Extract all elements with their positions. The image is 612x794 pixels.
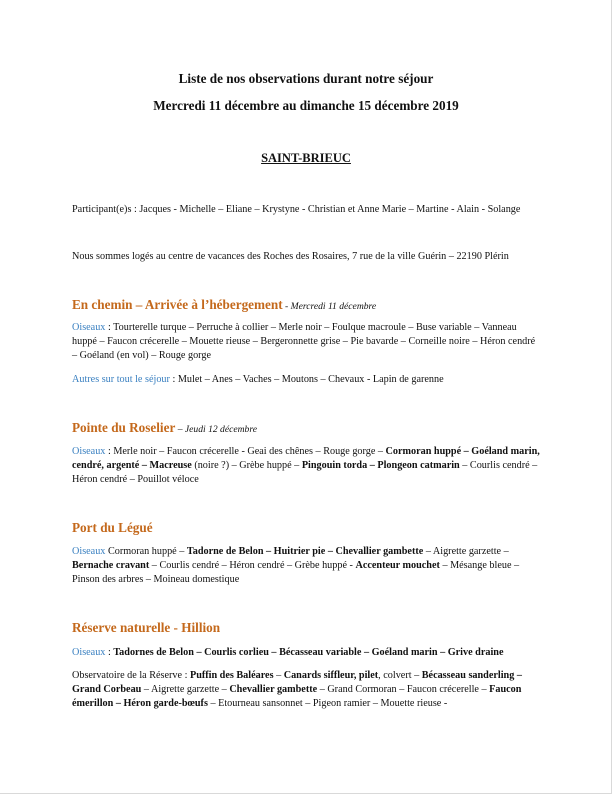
- section-title: Réserve naturelle - Hillion: [72, 620, 221, 635]
- document-dates: Mercredi 11 décembre au dimanche 15 décembre 2019: [153, 98, 459, 113]
- document-title: Liste de nos observations durant notre séjour: [178, 71, 434, 86]
- section-heading-port-du-legue: [72, 520, 552, 536]
- bird-text: : Merle noir – Faucon crécerelle - Geai des chênes – Rouge gorge –: [105, 446, 386, 457]
- section-en-chemin-birds: [72, 321, 542, 363]
- section-heading-en-chemin: [72, 297, 552, 315]
- bird-text: – Courlis cendré – Héron cendré – Grèbe huppé -: [149, 560, 356, 571]
- bird-highlight: Pingouin torda – Plongeon catmarin: [301, 460, 460, 471]
- bird-list: : Tourterelle turque – Perruche à collier – Merle noir – Foulque macroule – Buse variable – Vanneau huppé – Faucon crécerelle – Mouette rieuse – Bergeronnette grise – Pie bavarde – Corneille noire – Héron cendré – Goéland (en vol) – Rouge gorge: [72, 322, 536, 361]
- section-date: - Mercredi 11 décembre: [282, 301, 377, 312]
- bird-highlight: Cormoran huppé – Goéland marin, cendré, argenté – Macreuse: [72, 446, 540, 471]
- section-title: En chemin – Arrivée à l’hébergement: [72, 297, 283, 312]
- oiseaux-label: Oiseaux: [72, 546, 106, 557]
- animal-list: : Mulet – Anes – Vaches – Moutons – Chevaux - Lapin de garenne: [169, 374, 444, 385]
- section-roselier-birds: [72, 445, 542, 487]
- participants-line: Participant(e)s : Jacques - Michelle – Eliane – Krystyne - Christian et Anne Marie – Martine - Alain - Solange: [72, 204, 521, 215]
- bird-highlight: Tadorne de Belon – Huitrier pie – Chevallier gambette: [186, 546, 424, 557]
- bird-highlight: Bernache cravant: [72, 560, 150, 571]
- bird-highlight: Bécasseau sanderling – Grand Corbeau: [72, 670, 522, 695]
- section-title: Pointe du Roselier: [72, 420, 176, 435]
- oiseaux-label: Oiseaux: [72, 647, 106, 658]
- bird-highlight: Chevallier gambette: [229, 684, 318, 695]
- bird-highlight: Tadornes de Belon – Courlis corlieu – Bécasseau variable – Goéland marin – Grive draine: [113, 647, 504, 658]
- section-hillion-birds: [72, 646, 542, 660]
- bird-text: –: [273, 670, 284, 681]
- section-heading-pointe-du-roselier: [72, 420, 552, 438]
- bird-text: Cormoran huppé –: [105, 546, 187, 557]
- bird-text: – Mésange bleue – Pinson des arbres – Moineau domestique: [72, 560, 520, 585]
- bird-text: – Courlis cendré – Héron cendré – Pouillot véloce: [72, 460, 538, 485]
- oiseaux-label: Oiseaux: [72, 446, 106, 457]
- bird-highlight: Puffin des Baléares: [189, 670, 274, 681]
- bird-text: :: [105, 647, 114, 658]
- section-other-animals: [72, 373, 542, 387]
- autres-label: Autres sur tout le séjour: [72, 374, 170, 385]
- bird-text: – Etourneau sansonnet – Pigeon ramier – Mouette rieuse -: [207, 698, 448, 709]
- bird-text: – Grand Cormoran – Faucon crécerelle –: [317, 684, 490, 695]
- bird-text: – Aigrette garzette –: [141, 684, 230, 695]
- bird-text: (noire ?) – Grèbe huppé –: [191, 460, 302, 471]
- bird-highlight: Accenteur mouchet: [355, 560, 440, 571]
- bird-highlight: Canards siffleur, pilet: [283, 670, 379, 681]
- bird-text: – Aigrette garzette –: [423, 546, 509, 557]
- lodging-line: Nous sommes logés au centre de vacances des Roches des Rosaires, 7 rue de la ville Guérin – 22190 Plérin: [72, 251, 509, 262]
- bird-highlight: Faucon émerillon – Héron garde-bœufs: [72, 684, 522, 709]
- location-heading: SAINT-BRIEUC: [261, 151, 351, 165]
- section-observatoire: [72, 669, 542, 711]
- bird-text: , colvert –: [378, 670, 422, 681]
- oiseaux-label: Oiseaux: [72, 322, 106, 333]
- bird-text: Observatoire de la Réserve :: [72, 670, 190, 681]
- section-legue-birds: [72, 545, 542, 587]
- section-title: Port du Légué: [72, 520, 153, 535]
- section-date: – Jeudi 12 décembre: [175, 424, 257, 435]
- section-heading-reserve-hillion: [72, 620, 552, 636]
